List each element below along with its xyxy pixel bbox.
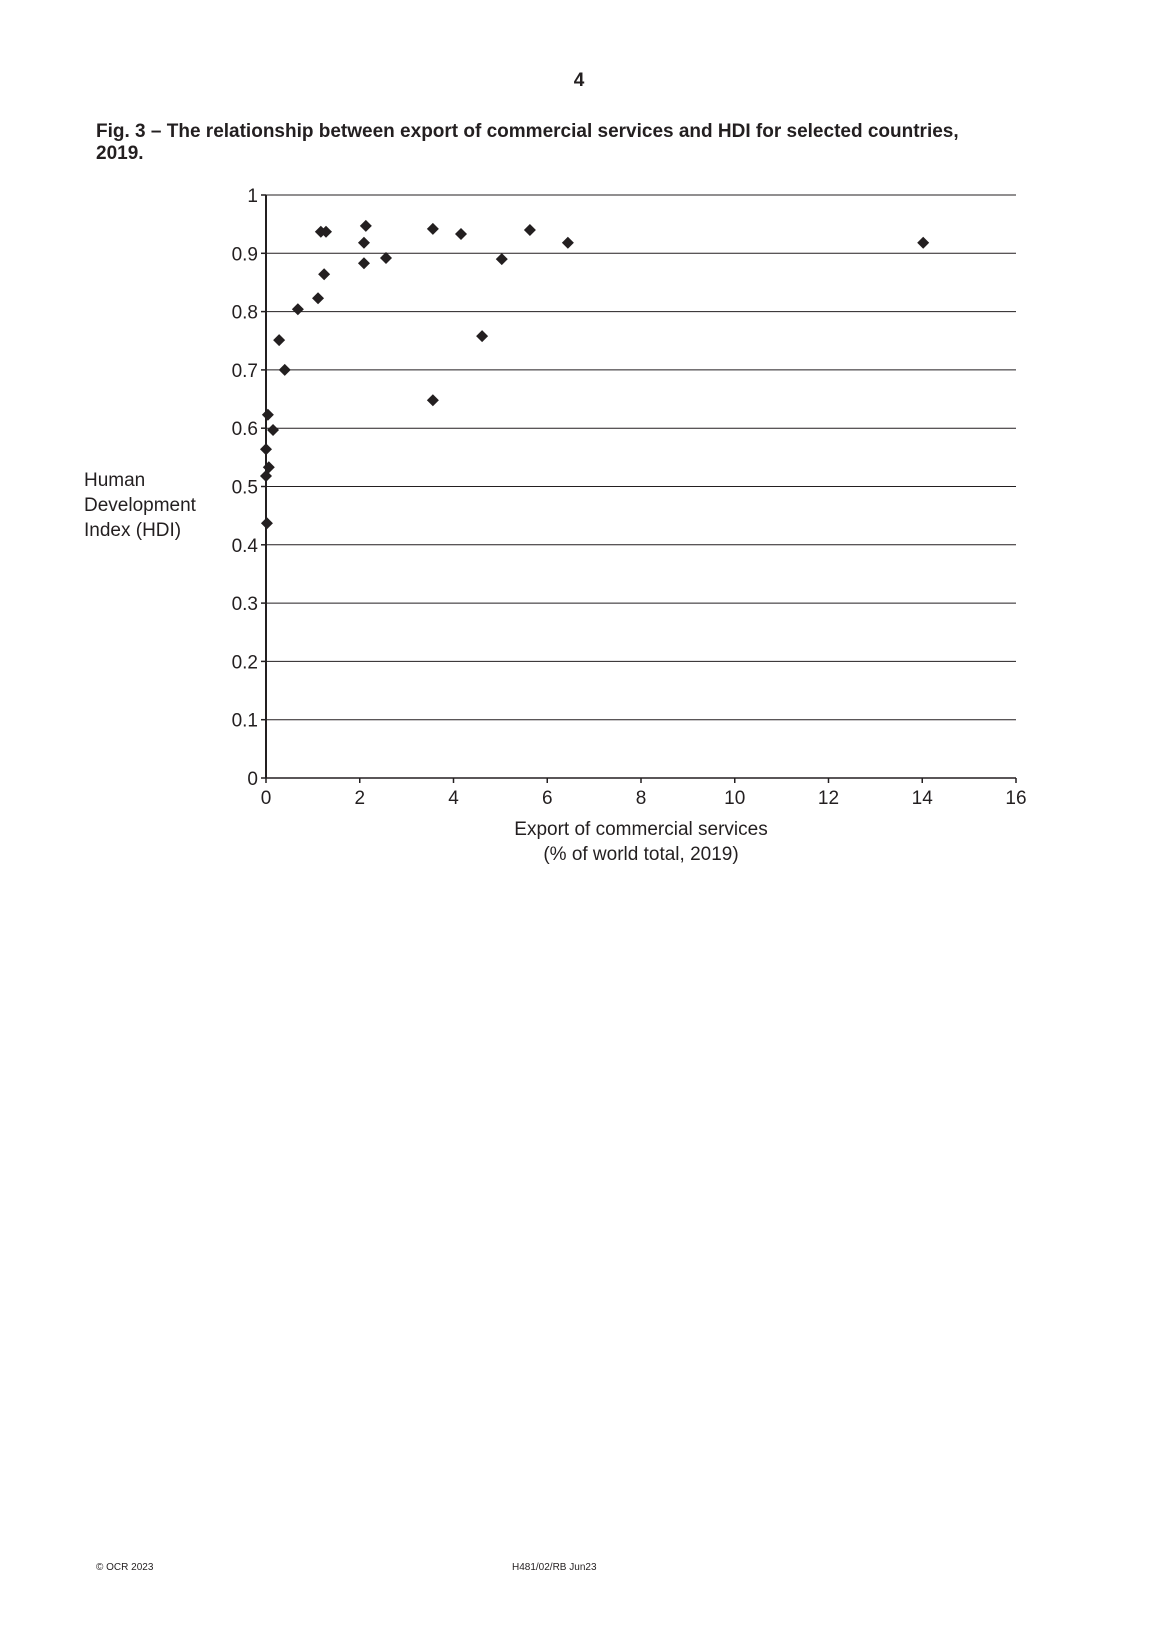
x-tick-label: 14 — [911, 788, 933, 809]
data-point — [279, 364, 291, 376]
x-axis-label: Export of commercial services — [514, 819, 768, 840]
x-tick-label: 4 — [448, 788, 459, 809]
y-axis-label-line: Human — [84, 470, 146, 491]
y-tick-label: 1 — [247, 186, 258, 207]
y-tick-label: 0 — [247, 769, 258, 790]
data-point — [273, 334, 285, 346]
paper-code: H481/02/RB Jun23 — [512, 1562, 597, 1573]
data-point — [562, 237, 574, 249]
copyright: © OCR 2023 — [96, 1562, 154, 1573]
y-tick-label: 0.4 — [231, 535, 258, 557]
data-point — [427, 223, 439, 235]
x-axis-label-line2: (% of world total, 2019) — [543, 844, 739, 865]
data-point — [524, 224, 536, 236]
y-tick-label: 0.5 — [231, 477, 258, 499]
figure-title: Fig. 3 – The relationship between export of commercial services and HDI for selected countries, 2019. — [96, 121, 959, 164]
data-point — [318, 268, 330, 280]
y-tick-label: 0.2 — [231, 652, 258, 674]
data-point — [358, 257, 370, 269]
data-point — [496, 253, 508, 265]
x-tick-label: 12 — [817, 788, 840, 809]
data-point — [476, 330, 488, 342]
y-axis-label-line: Development — [84, 495, 196, 516]
data-point — [267, 424, 279, 436]
data-point — [455, 228, 467, 240]
x-tick-label: 2 — [354, 788, 366, 809]
data-point — [261, 517, 273, 529]
y-axis-label-line: Index (HDI) — [84, 520, 182, 541]
y-tick-label: 0.7 — [231, 360, 258, 382]
data-point — [427, 394, 439, 406]
y-tick-label: 0.6 — [231, 419, 258, 441]
y-tick-label: 0.3 — [231, 594, 258, 616]
x-tick-label: 10 — [724, 788, 746, 809]
data-point — [312, 292, 324, 304]
data-point — [292, 303, 304, 315]
data-point — [917, 237, 929, 249]
x-tick-label: 16 — [1005, 788, 1027, 809]
data-point — [358, 237, 370, 249]
y-tick-label: 0.8 — [231, 302, 258, 324]
page-number: 4 — [573, 70, 585, 91]
x-tick-label: 6 — [541, 788, 553, 809]
x-tick-label: 8 — [635, 788, 647, 809]
y-tick-label: 0.1 — [231, 710, 258, 732]
y-tick-label: 0.9 — [231, 244, 258, 266]
data-point — [260, 443, 272, 455]
data-point — [262, 409, 274, 421]
data-point — [360, 220, 372, 232]
x-tick-label: 0 — [260, 788, 272, 809]
